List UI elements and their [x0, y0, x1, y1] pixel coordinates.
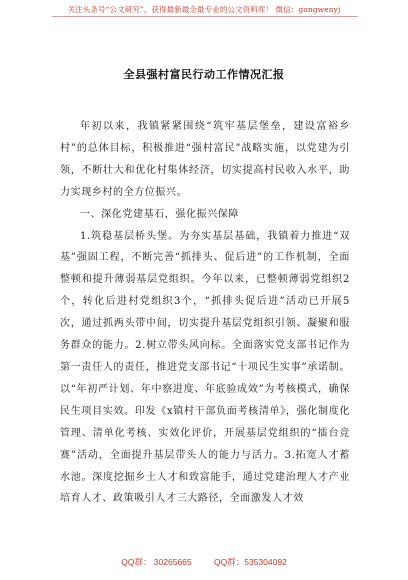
qq-group-2: QQ群：535304092: [214, 557, 287, 567]
footer-contact: [0, 556, 408, 568]
document-title: 全县强村富民行动工作情况汇报: [123, 68, 285, 81]
header-divider: [52, 16, 358, 17]
body-paragraph: 1.筑稳基层桥头堡。为夯实基层基础，我镇着力推进“双基”强固工程，不断完善“抓排头、促后进”的工作机制，全面整顿和提升薄弱基层党组织。今年以来，已整顿薄弱党组织2个，转化后进村党组织3个，“抓排头促后进”活动已开展5次，通过抓两头带中间，切实提升基层党组织引领、凝聚和服务群众的能力。2.树立带头风向标。全面落实党支部书记作为第一责任人的责任，推进党支部书记“十项民生实事”承诺制。以“年初严计划、年中察进度、年底验成效”为考核模式，确保民生项目实效。印发《x镇村干部负面考核清单》，强化制度化管理、清单化考核、实效化评价，开展基层党组织的“擂台竞赛”活动，全面提升基层带头人的能力与活力。3.拓宽人才蓄水池。深度挖掘乡土人才和致富能手，通过党建治理人才产业培育人才、政策吸引人才三大路径，全面激发人才效: [60, 230, 350, 505]
qq-group-1: QQ群： 30265665: [121, 557, 192, 567]
section-heading: 一、深化党建基石，强化振兴保障: [80, 208, 239, 220]
document-body: [60, 116, 350, 510]
promo-banner: 关注头条号“公文研究”，获得最新最全最专业的公文资料库！ 微信：gongwenyj: [67, 5, 341, 14]
intro-paragraph: 年初以来，我镇紧紧围绕“筑牢基层堡垒，建设富裕乡村”的总体目标，积极推进“强村富民”战略实施，以党建为引领，不断壮大和优化村集体经济，切实提高村民收入水平，助力实现乡村的全方位振兴。: [60, 121, 350, 198]
